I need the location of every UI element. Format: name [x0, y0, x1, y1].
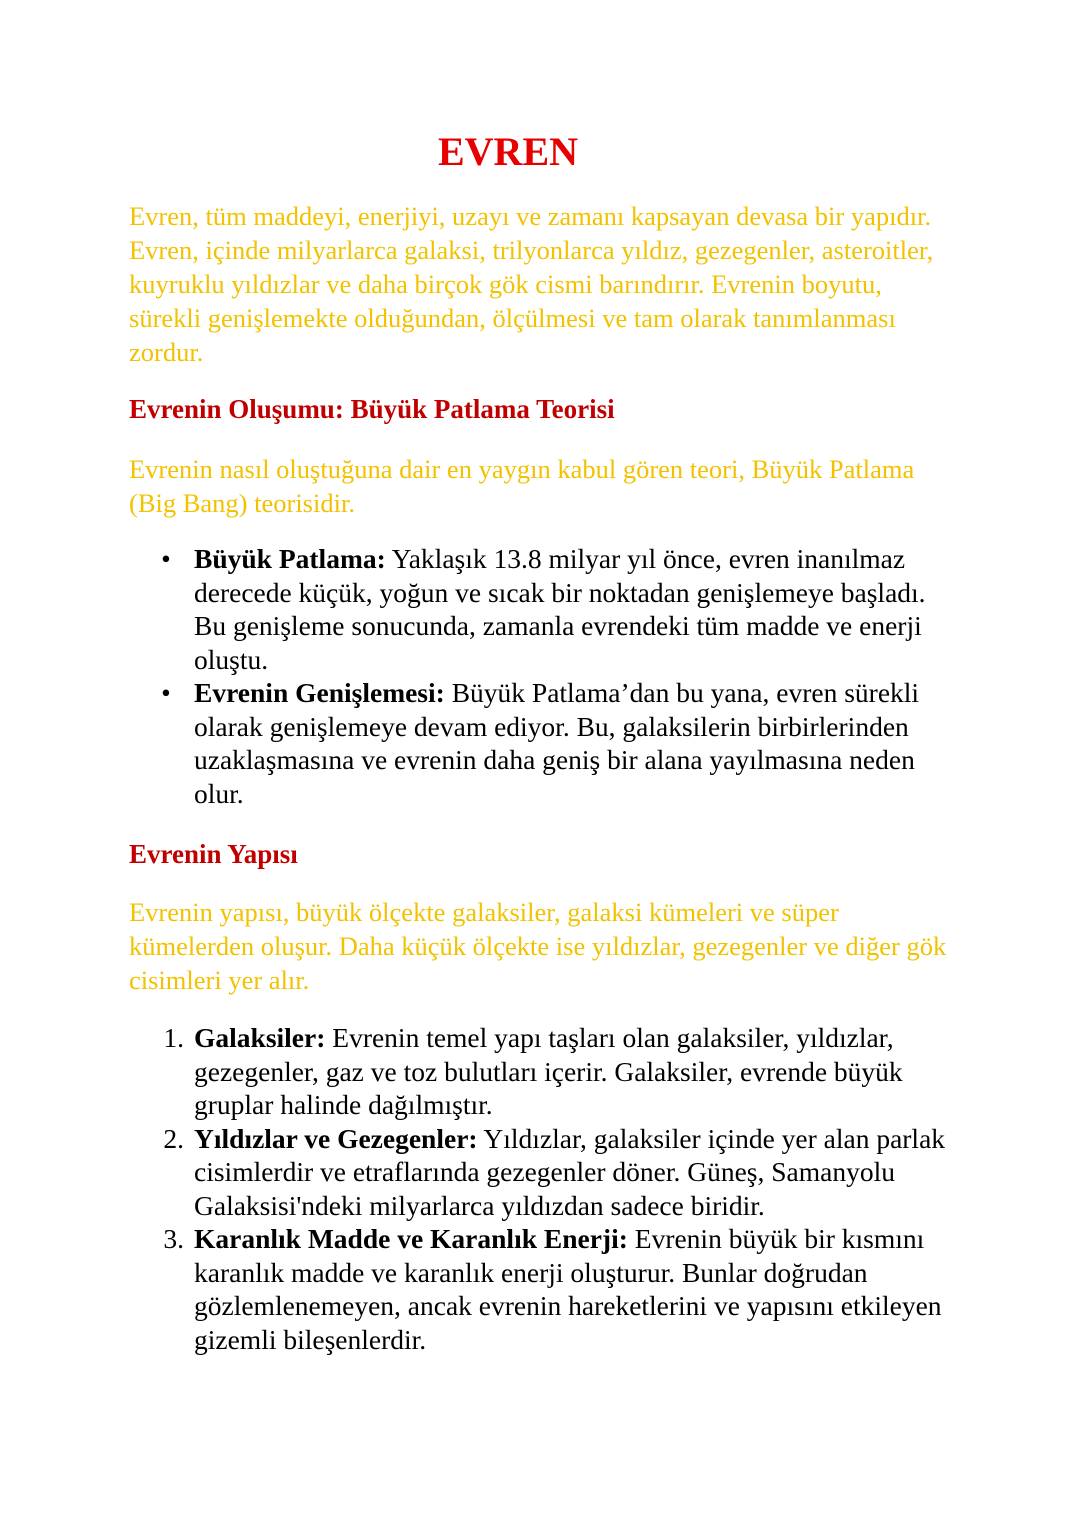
list-item-text: Yıldızlar, galaksiler içinde yer alan parlak cisimlerdir ve etraflarında gezegenler döner. Güneş, Samanyolu Galaksisi'ndeki milyarlarca yıldızdan sadece biridir. [194, 1122, 946, 1221]
list-item-term: Büyük Patlama: [194, 543, 386, 574]
list-item-text: Evrenin temel yapı taşları olan galaksiler, yıldızlar, gezegenler, gaz ve toz bulutları içerir. Galaksiler, evrende büyük gruplar halinde dağılmıştır. [194, 1022, 903, 1120]
list-item-number: 2. [163, 1122, 184, 1154]
list-item [161, 676, 964, 810]
section-heading-structure: Evrenin Yapısı [129, 839, 298, 869]
list-item-text: Yaklaşık 13.8 milyar yıl önce, evren inanılmaz derecede küçük, yoğun ve sıcak bir noktadan genişlemeye başladı. Bu genişleme sonucunda, zamanla evrendeki tüm madde ve enerji oluştu. [194, 543, 926, 675]
formation-bullet-list [161, 542, 964, 810]
list-item-text: Büyük Patlama’dan bu yana, evren sürekli olarak genişlemeye devam ediyor. Bu, galaksilerin birbirlerinden uzaklaşmasına ve evrenin daha geniş bir alana yayılmasına neden olur. [194, 677, 920, 809]
list-item [163, 1222, 964, 1356]
formation-paragraph: Evrenin nasıl oluştuğuna dair en yaygın kabul gören teori, Büyük Patlama (Big Bang) teorisidir. [129, 454, 915, 518]
structure-numbered-list [163, 1021, 964, 1356]
section-heading-formation: Evrenin Oluşumu: Büyük Patlama Teorisi [129, 394, 615, 424]
intro-paragraph: Evren, tüm maddeyi, enerjiyi, uzayı ve zamanı kapsayan devasa bir yapıdır. Evren, içinde milyarlarca galaksi, trilyonlarca yıldız, gezegenler, asteroitler, kuyruklu yıldızlar ve daha birçok gök cismi barındırır. Evrenin boyutu, sürekli genişlemekte olduğundan, ölçülmesi ve tam olarak tanımlanması zordur. [129, 201, 934, 367]
list-item-term: Karanlık Madde ve Karanlık Enerji: [194, 1223, 628, 1254]
list-item [161, 542, 964, 676]
bullet-marker: • [161, 677, 171, 708]
list-item-number: 3. [163, 1223, 184, 1254]
list-item [163, 1122, 964, 1223]
page-title: EVREN [437, 129, 579, 174]
list-item-text: Evrenin büyük bir kısmını karanlık madde ve karanlık enerji oluşturur. Bunlar doğrudan gözlemlenemeyen, ancak evrenin hareketlerini ve yapısını etkileyen gizemli bileşenlerdir. [194, 1223, 942, 1355]
list-item-number: 1. [163, 1022, 184, 1053]
list-item-term: Galaksiler: [194, 1022, 326, 1053]
bullet-marker: • [161, 543, 171, 574]
list-item-term: Yıldızlar ve Gezegenler: [194, 1122, 478, 1154]
structure-paragraph: Evrenin yapısı, büyük ölçekte galaksiler, galaksi kümeleri ve süper kümelerden oluşur. Daha küçük ölçekte ise yıldızlar, gezegenler ve diğer gök cisimleri yer alır. [129, 897, 947, 995]
list-item-term: Evrenin Genişlemesi: [194, 677, 445, 708]
list-item [163, 1021, 964, 1122]
